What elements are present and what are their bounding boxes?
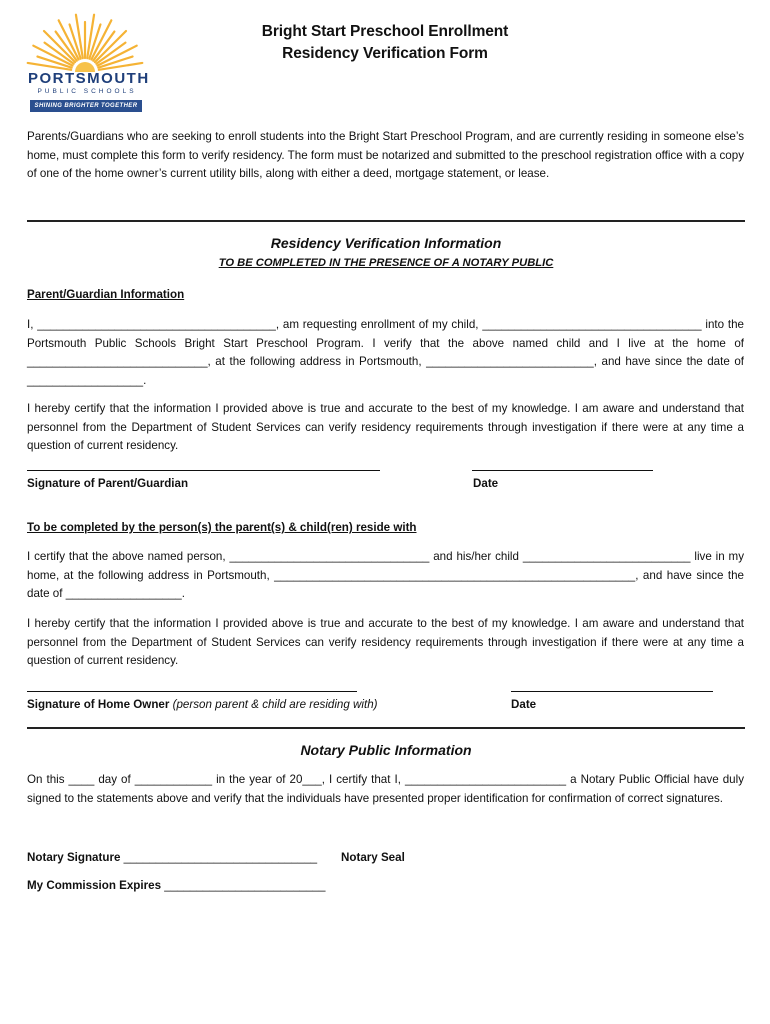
person-name-field[interactable]: _______________________________ [229,550,430,563]
text: , am requesting enrollment of my child, [275,318,483,331]
homeowner-signature-note: (person parent & child are residing with) [172,698,378,711]
notary-signature-field[interactable]: ______________________________ [123,851,318,864]
since-date-field[interactable]: __________________ [27,373,144,387]
child-name-field[interactable]: __________________________ [522,550,691,563]
year-field[interactable]: ___ [302,773,322,786]
text: . [181,587,185,601]
notary-signature-label: Notary Signature [27,851,121,864]
parent-date-line[interactable] [472,470,653,471]
text: , and have since the date of [27,568,744,601]
text: I certify that the above named person, [27,550,230,563]
notary-heading: Notary Public Information [300,742,472,758]
homeowner-signature-text: Signature of Home Owner [27,698,170,711]
month-field[interactable]: ____________ [134,773,213,786]
notary-name-field[interactable]: _________________________ [404,773,567,786]
text: , I certify that I, [321,773,405,786]
title-line-2: Residency Verification Form [282,45,488,62]
homeowner-statement [27,548,744,604]
page-title [150,21,620,65]
notary-presence-subheading: TO BE COMPLETED IN THE PRESENCE OF A NOTARY PUBLIC [218,257,554,269]
logo-name: PORTSMOUTH [28,70,150,87]
address-field[interactable]: ________________________________________________________ [274,568,636,582]
since-date-field[interactable]: __________________ [65,587,182,601]
logo-subtitle: PUBLIC SCHOOLS [37,88,137,95]
residency-heading: Residency Verification Information [270,235,502,251]
text: into the Portsmouth Public Schools Bright Start Preschool Program. I verify that the above named child and I live at the home of [27,318,744,350]
parent-date-label: Date [473,477,499,490]
school-logo [22,10,148,115]
parent-signature-label: Signature of Parent/Guardian [27,477,189,490]
child-name-field[interactable]: __________________________________ [482,318,702,331]
address-field[interactable]: __________________________ [426,355,594,369]
logo-tagline: SHINING BRIGHTER TOGETHER [30,100,142,112]
commission-expires-row [27,879,325,892]
notary-statement [27,771,744,808]
commission-expires-field[interactable]: _________________________ [164,879,326,892]
homeowner-certify-paragraph: I hereby certify that the information I provided above is true and accurate to the best of my knowledge. I am aware and understand that personnel from the Department of Student Services can verify residency requirements through investigation if there were at any time a question of current residency. [27,617,744,668]
text: and his/her child [429,550,523,563]
sunburst-icon [22,10,148,72]
divider-bottom [27,727,745,729]
text: . [143,373,147,387]
text: On this [27,773,69,786]
title-line-1: Bright Start Preschool Enrollment [261,23,509,40]
homeowner-section-label: To be completed by the person(s) the parent(s) & child(ren) reside with [27,521,417,534]
divider-top [27,220,745,222]
parent-statement [27,316,744,390]
parent-signature-line[interactable] [27,470,380,471]
text: in the year of 20 [212,773,303,786]
text: I, [27,318,38,331]
parent-certify-paragraph: I hereby certify that the information I provided above is true and accurate to the best of my knowledge. I am aware and understand that personnel from the Department of Student Services can verify residency requirements through investigation if there were at any time a question of current residency. [27,402,744,453]
homeowner-date-line[interactable] [511,691,713,692]
text: a Notary Public Official have duly signed to the statements above and verify that the individuals have presented proper identification for confirmation of correct signatures. [27,773,744,805]
homeowner-date-label: Date [511,698,537,711]
text: , at the following address in Portsmouth, [207,355,427,369]
intro-paragraph: Parents/Guardians who are seeking to enroll students into the Bright Start Preschool Program, and are currently residing in someone else’s home, must complete this form to verify residency. The form must be notarized and submitted to the preschool registration office with a copy of one of the home owner’s current utility bills, along with either a deed, mortgage statement, or lease. [27,130,744,181]
homeowner-name-field[interactable]: ____________________________ [27,355,208,369]
commission-expires-label: My Commission Expires [27,879,162,892]
text: day of [94,773,135,786]
homeowner-signature-label [27,698,378,711]
text: , and have since the date of [593,355,744,369]
notary-seal-label: Notary Seal [341,851,405,864]
parent-info-label: Parent/Guardian Information [27,288,185,301]
notary-signature-row [27,851,317,864]
day-field[interactable]: ____ [68,773,95,786]
parent-name-field[interactable]: _____________________________________ [37,318,276,331]
text: live in my home, at the following address in Portsmouth, [27,550,745,582]
homeowner-signature-line[interactable] [27,691,357,692]
